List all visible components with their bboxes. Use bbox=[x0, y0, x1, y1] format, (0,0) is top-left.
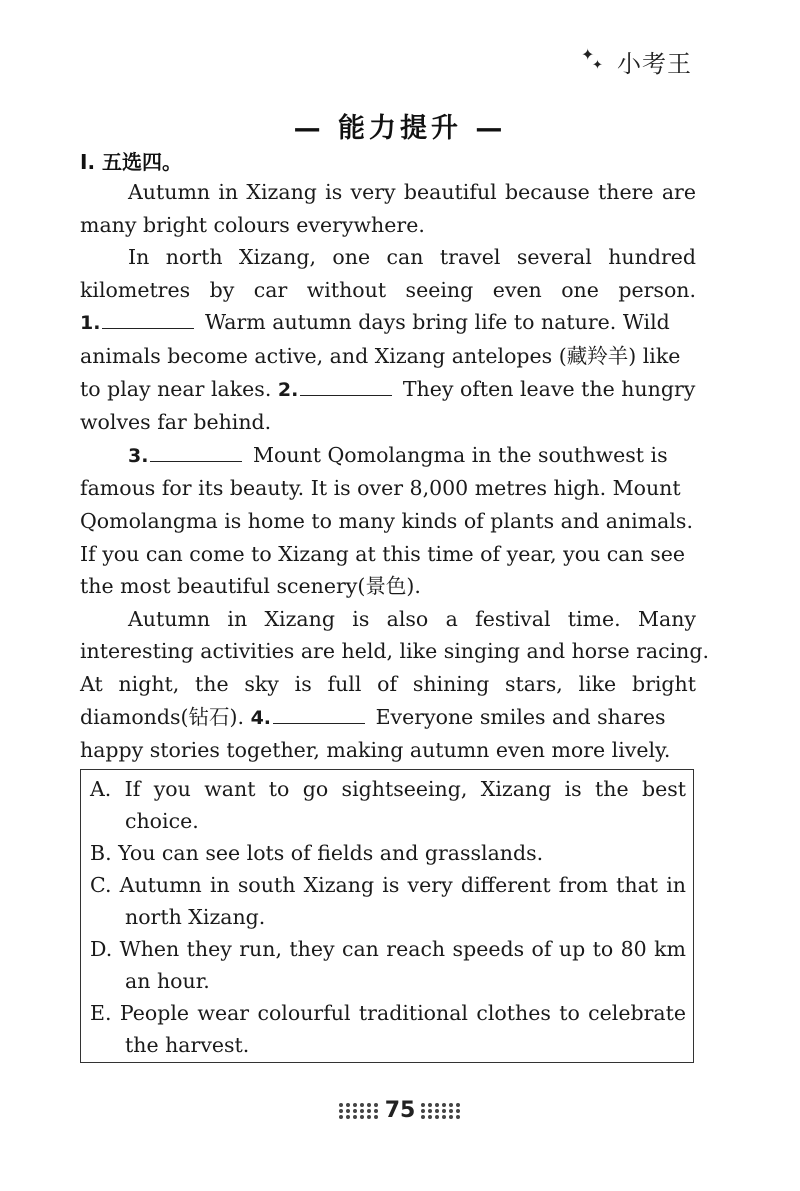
passage-text: to play near lakes. bbox=[80, 376, 272, 401]
option-text: C. Autumn in south Xizang is very different from that in bbox=[90, 873, 686, 897]
question-number: 3. bbox=[128, 444, 149, 467]
option-a[interactable] bbox=[90, 773, 686, 837]
passage-line bbox=[80, 306, 696, 340]
passage-text: Warm autumn days bring life to nature. Wild bbox=[204, 310, 670, 335]
passage-line: many bright colours everywhere. bbox=[80, 212, 425, 237]
option-e[interactable] bbox=[90, 997, 686, 1061]
passage-line: famous for its beauty. It is over 8,000 metres high. Mount bbox=[80, 476, 681, 501]
question-number: 2. bbox=[277, 378, 299, 401]
option-text: north Xizang. bbox=[125, 905, 266, 929]
passage-line bbox=[80, 439, 696, 473]
option-text: A. If you want to go sightseeing, Xizang is the best bbox=[90, 777, 686, 801]
sparkle-icon: ✦ ✦ bbox=[581, 44, 603, 73]
option-text: an hour. bbox=[125, 969, 210, 993]
reading-passage bbox=[80, 176, 709, 767]
passage-line: kilometres by car without seeing even one person. bbox=[80, 277, 696, 302]
option-d[interactable] bbox=[90, 933, 686, 997]
passage-line: At night, the sky is full of shining stars, like bright bbox=[80, 671, 696, 696]
passage-line: interesting activities are held, like singing and horse racing. bbox=[80, 639, 709, 664]
passage-line: Qomolangma is home to many kinds of plants and animals. bbox=[80, 508, 693, 533]
passage-line: animals become active, and Xizang antelopes (藏羚羊) like bbox=[80, 343, 681, 368]
passage-line bbox=[80, 373, 696, 407]
option-c[interactable] bbox=[90, 869, 686, 933]
passage-line: If you can come to Xizang at this time of year, you can see bbox=[80, 541, 685, 566]
passage-line: wolves far behind. bbox=[80, 410, 272, 435]
dot-pattern-left bbox=[339, 1103, 379, 1119]
answer-blank-1[interactable] bbox=[102, 306, 194, 329]
passage-line: In north Xizang, one can travel several hundred bbox=[128, 245, 696, 270]
passage-line: Autumn in Xizang is very beautiful because there are bbox=[128, 180, 696, 204]
passage-text: Everyone smiles and shares bbox=[375, 704, 666, 729]
option-text: B. You can see lots of fields and grasslands. bbox=[90, 841, 544, 865]
brand-header bbox=[581, 44, 692, 79]
section-title: — 能力提升 — bbox=[293, 113, 507, 144]
passage-text: They often leave the hungry bbox=[402, 376, 696, 401]
passage-line: the most beautiful scenery(景色). bbox=[80, 574, 421, 599]
option-b[interactable] bbox=[90, 837, 686, 869]
passage-line bbox=[80, 701, 696, 735]
answer-blank-4[interactable] bbox=[273, 701, 365, 724]
option-text: the harvest. bbox=[125, 1033, 250, 1057]
answer-blank-2[interactable] bbox=[300, 373, 392, 396]
passage-text: Mount Qomolangma in the southwest is bbox=[252, 442, 668, 467]
passage-text: diamonds(钻石). bbox=[80, 704, 245, 729]
option-list bbox=[90, 773, 686, 1061]
brand-name: 小考王 bbox=[617, 50, 692, 78]
question-number: 1. bbox=[80, 312, 101, 335]
option-text: choice. bbox=[125, 809, 199, 833]
part-title: Ⅰ. 五选四。 bbox=[80, 150, 183, 174]
option-text: D. When they run, they can reach speeds of up to 80 km bbox=[90, 937, 686, 961]
answer-blank-3[interactable] bbox=[150, 439, 242, 462]
page-number bbox=[0, 1098, 800, 1123]
passage-line: happy stories together, making autumn even more lively. bbox=[80, 738, 671, 763]
dot-pattern-right bbox=[421, 1103, 461, 1119]
page-number-text: 75 bbox=[384, 1098, 416, 1123]
option-text: E. People wear colourful traditional clothes to celebrate bbox=[90, 1001, 686, 1025]
question-number: 4. bbox=[250, 706, 272, 729]
passage-line: Autumn in Xizang is also a festival time. Many bbox=[128, 606, 696, 631]
